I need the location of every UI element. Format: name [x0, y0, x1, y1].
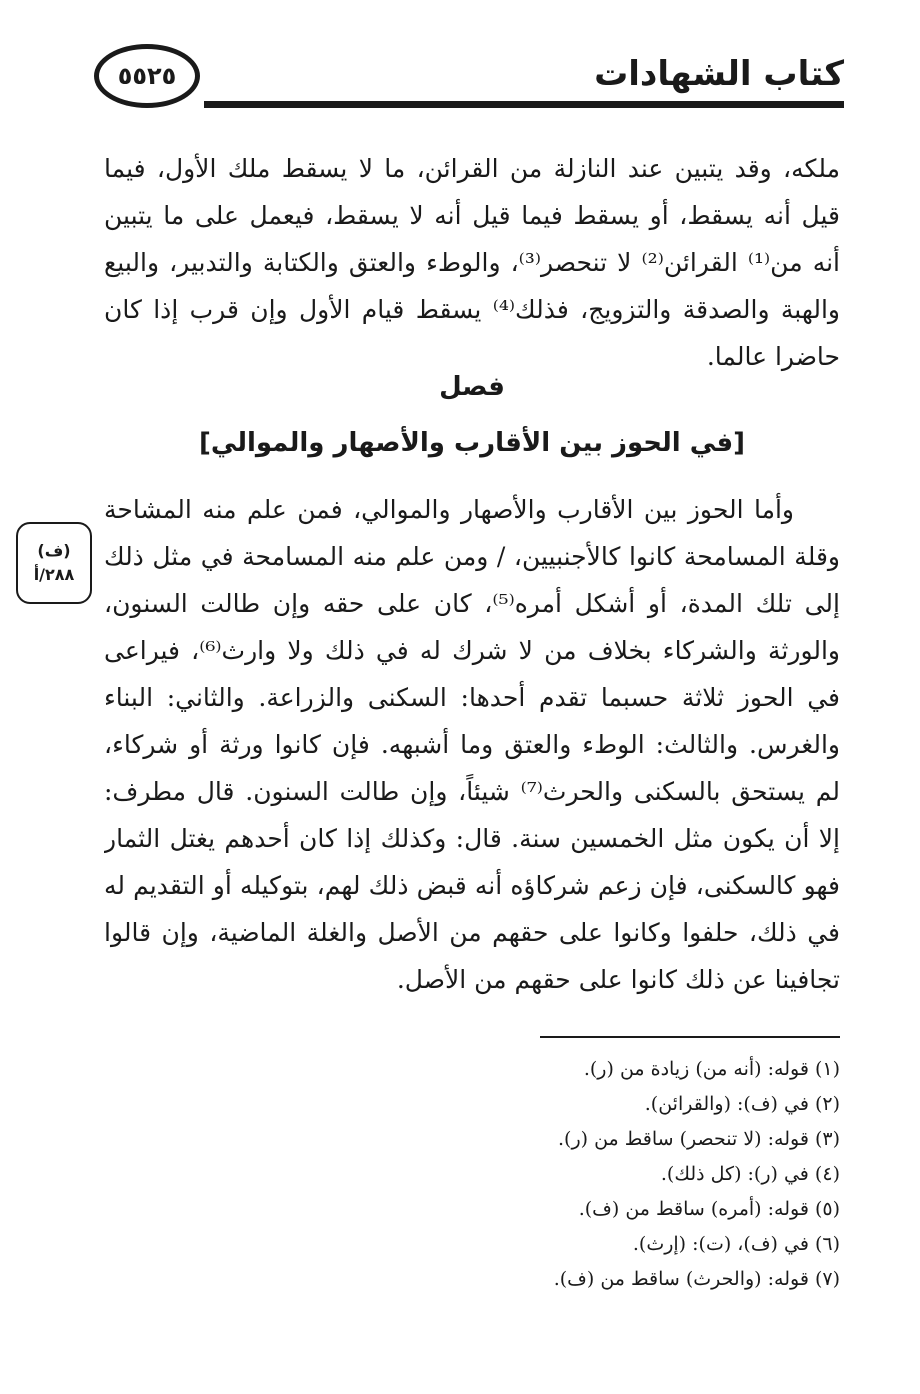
section-heading: فصل: [439, 372, 505, 402]
header-rule: [204, 101, 844, 108]
footnote-item: (١) قوله: (أنه من) زيادة من (ر).: [583, 1058, 840, 1080]
page-header: [92, 40, 844, 110]
footnote-item: (٣) قوله: (لا تنحصر) ساقط من (ر).: [558, 1128, 840, 1150]
footnotes-list: [430, 1052, 840, 1297]
margin-note-line-2: ٢٨٨/أ: [33, 565, 75, 584]
margin-note-line-1: (ف): [37, 541, 71, 560]
book-title: كتاب الشهادات: [594, 54, 844, 94]
footnote-separator: [540, 1036, 840, 1038]
page-number-badge: [94, 44, 200, 108]
footnote-item: (٤) في (ر): (كل ذلك).: [660, 1163, 840, 1185]
paragraph-1: ملكه، وقد يتبين عند النازلة من القرائن، ما لا يسقط ملك الأول، فيما قيل أنه يسقط، أو يسقط فيما قيل أنه لا يسقط، فيعمل على ما يتبين أنه من⁽¹⁾ القرائن⁽²⁾ لا تنحصر⁽³⁾، والوطء والعتق والكتابة والتدبير، والبيع والهبة والصدقة والتزويج، فذلك⁽⁴⁾ يسقط قيام الأول وإن قرب إذا كان حاضرا عالما.: [104, 154, 840, 371]
footnote-item: (٦) في (ف)، (ت): (إرث).: [632, 1233, 840, 1255]
footnote-item: (٢) في (ف): (والقرائن).: [644, 1093, 840, 1115]
page-number: ٥٥٢٥: [117, 62, 177, 90]
section-subheading: [في الحوز بين الأقارب والأصهار والموالي]: [199, 428, 745, 458]
paragraph-2: وأما الحوز بين الأقارب والأصهار والموالي، فمن علم منه المشاحة وقلة المسامحة كانوا كالأجنبيين، / ومن علم منه المسامحة في مثل ذلك إلى تلك المدة، أو أشكل أمره⁽⁵⁾، كان على حقه وإن طالت السنون، والورثة والشركاء بخلاف من لا شرك له في ذلك ولا وارث⁽⁶⁾، فيراعى في الحوز ثلاثة حسبما تقدم أحدها: السكنى والزراعة. والثاني: البناء والغرس. والثالث: الوطء والعتق وما أشبهه. فإن كانوا ورثة أو شركاء، لم يستحق بالسكنى والحرث⁽⁷⁾ شيئاً، وإن طالت السنون. قال مطرف: إلا أن يكون مثل الخمسين سنة. قال: وكذلك إذا كان أحدهم يغتل الثمار فهو كالسكنى، فإن زعم شركاؤه أنه قبض ذلك لهم، بتوكيله أو التقديم له في ذلك، حلفوا وكانوا على حقهم من الأصل والغلة الماضية، وإن قالوا تجافينا عن ذلك كانوا على حقهم من الأصل.: [104, 495, 840, 994]
footnote-item: (٧) قوله: (والحرث) ساقط من (ف).: [553, 1268, 840, 1290]
footnote-item: (٥) قوله: (أمره) ساقط من (ف).: [578, 1198, 840, 1220]
manuscript-margin-note: [16, 522, 92, 604]
